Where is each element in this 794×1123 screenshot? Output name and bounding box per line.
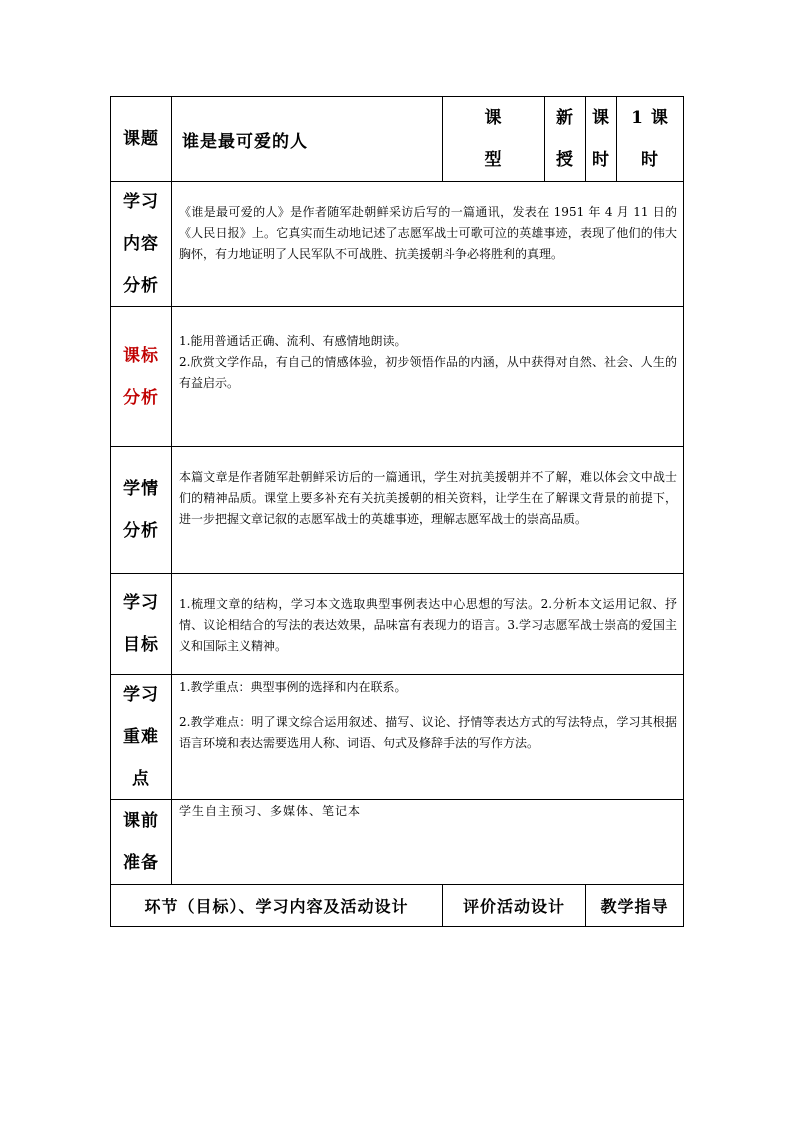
content-analysis-label: 学习 内容 分析 (110, 181, 172, 307)
objectives-label: 学习 目标 (110, 573, 172, 675)
standard-item: 1.能用普通话正确、流利、有感情地朗读。 (179, 334, 407, 348)
key-points-label: 学习 重难 点 (110, 674, 172, 800)
footer-activity-design: 环节（目标）、学习内容及活动设计 (110, 884, 443, 927)
footer-teaching-guidance: 教学指导 (585, 884, 684, 927)
key-point-item: 2.教学难点：明了课文综合运用叙述、描写、议论、抒情等表达方式的写法特点，学习其根据语言环境和表达需要选用人称、词语、句式及修辞手法的写作方法。 (179, 715, 677, 750)
standard-analysis-text (171, 306, 684, 447)
topic-label: 课题 (110, 96, 172, 182)
key-point-item: 1.教学重点：典型事例的选择和内在联系。 (179, 680, 407, 694)
type-value: 新 授 (544, 96, 586, 182)
preparation-text: 学生自主预习、多媒体、笔记本 (171, 799, 684, 885)
lesson-plan-table (110, 96, 684, 927)
type-label: 课 型 (442, 96, 545, 182)
hours-label: 课 时 (585, 96, 617, 182)
objectives-text: 1.梳理文章的结构，学习本文选取典型事例表达中心思想的写法。2.分析本文运用记叙、抒情、议论相结合的写法的表达效果，品味富有表现力的语言。3.学习志愿军战士崇高的爱国主义和国际主义精神。 (171, 573, 684, 675)
key-points-text (171, 674, 684, 800)
content-analysis-text: 《谁是最可爱的人》是作者随军赴朝鲜采访后写的一篇通讯，发表在 1951 年 4 月 11 日的《人民日报》上。它真实而生动地记述了志愿军战士可歌可泣的英雄事迹，表现了他们的伟大胸怀，有力地证明了人民军队不可战胜、抗美援朝斗争必将胜利的真理。 (171, 181, 684, 307)
footer-evaluation-design: 评价活动设计 (442, 884, 586, 927)
hours-value: 1 课 时 (616, 96, 684, 182)
standard-item: 2.欣赏文学作品，有自己的情感体验，初步领悟作品的内涵，从中获得对自然、社会、人生的有益启示。 (179, 355, 677, 390)
preparation-label: 课前 准备 (110, 799, 172, 885)
student-analysis-text: 本篇文章是作者随军赴朝鲜采访后的一篇通讯，学生对抗美援朝并不了解，难以体会文中战士们的精神品质。课堂上要多补充有关抗美援朝的相关资料，让学生在了解课文背景的前提下，进一步把握文章记叙的志愿军战士的英雄事迹，理解志愿军战士的崇高品质。 (171, 446, 684, 574)
standard-analysis-label: 课标 分析 (110, 306, 172, 447)
student-analysis-label: 学情 分析 (110, 446, 172, 574)
lesson-title: 谁是最可爱的人 (171, 96, 443, 182)
